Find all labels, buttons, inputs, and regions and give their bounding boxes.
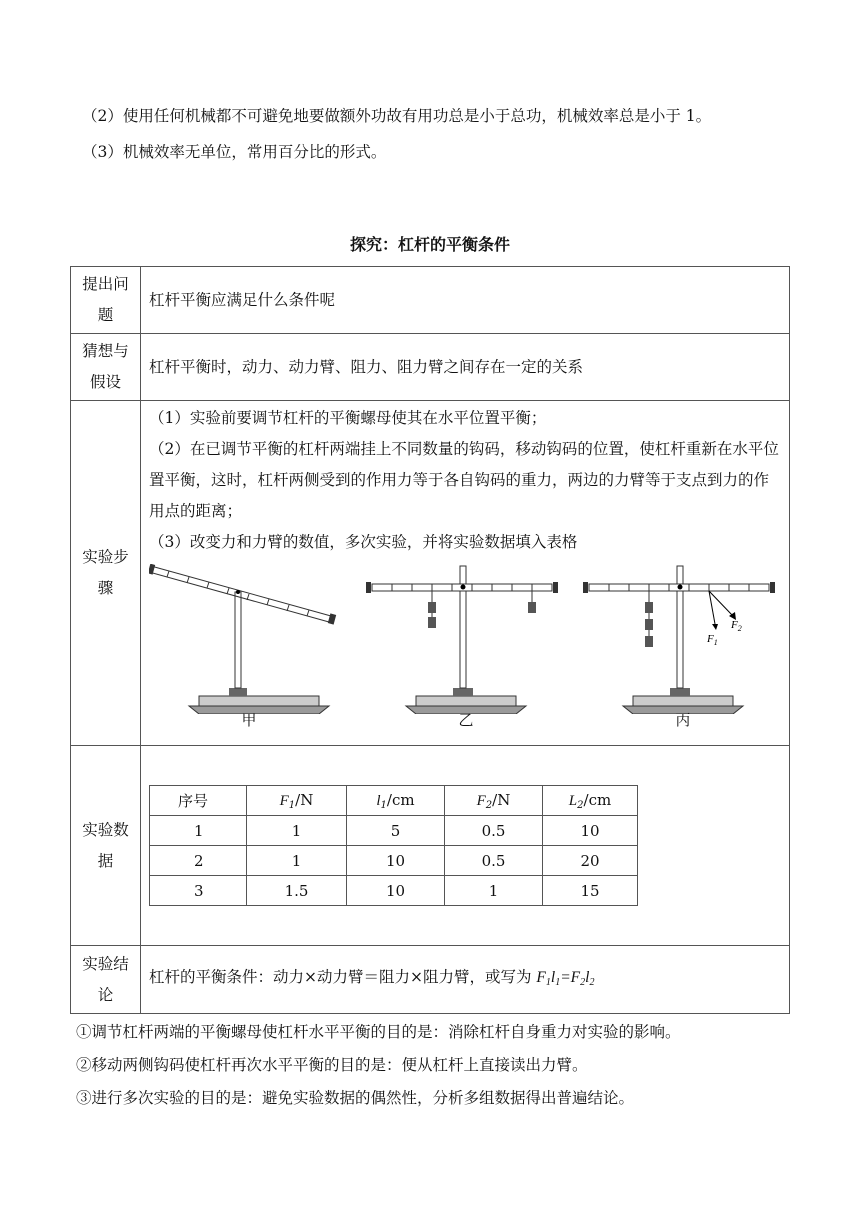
caption-bing: 丙 [675,711,691,729]
data-header-1-unit: /N [295,790,314,809]
caption-yi: 乙 [458,711,474,729]
data-header-2-sub: 1 [380,799,387,811]
lever-forces-illustration [583,564,783,714]
table-cell: 1 [247,846,347,876]
figure-yi [366,564,566,734]
data-header-2 [347,786,445,816]
data-table-header [150,786,638,816]
caption-jia: 甲 [241,711,257,729]
data-header-4-unit: /cm [583,790,612,809]
question-text: 杠杆平衡应满足什么条件呢 [141,267,790,334]
table-cell: 10 [543,816,638,846]
label-data-line1: 实验数 [82,820,129,839]
label-hypothesis-line1: 猜想与 [82,342,129,360]
note-1: ①调节杠杆两端的平衡螺母使杠杆水平平衡的目的是：消除杠杆自身重力对实验的影响。 [76,1023,681,1041]
data-header-4 [543,786,638,816]
data-table-body [150,816,638,906]
label-steps [71,401,141,746]
data-cell [141,746,790,946]
intro-line-2: （2）使用任何机械都不可避免地要做额外功故有用功总是小于总功，机械效率总是小于 1。 [82,107,712,125]
data-header-1-sub: 1 [288,799,296,811]
row-conclusion [71,946,790,1014]
lever-tilted-illustration [149,564,349,714]
formula-d: l [585,968,590,986]
formula-b: l [550,968,556,986]
table-cell: 10 [347,846,445,876]
label-data-line2: 据 [97,851,114,870]
label-question-line1: 提出问 [82,275,129,293]
table-row [150,816,638,846]
table-cell: 2 [150,846,247,876]
label-steps-line1: 实验步 [82,548,129,566]
label-f2: $F_2$ [731,619,742,633]
formula [536,969,594,986]
conclusion-content [141,946,790,1014]
label-steps-line2: 骤 [97,579,114,597]
lever-balanced-illustration [366,564,566,714]
formula-c: F [570,968,581,986]
data-header-3-main: F [476,792,486,809]
step-2: （2）在已调节平衡的杠杆两端挂上不同数量的钩码，移动钩码的位置，使杠杆重新在水平位置平衡，这时，杠杆两侧受到的作用力等于各自钩码的重力，两边的力臂等于支点到力的作用点的距离； [149,440,779,520]
label-data [71,746,141,946]
formula-b-sub: 1 [555,976,561,988]
row-steps [71,401,790,746]
data-header-3 [445,786,543,816]
table-cell: 10 [347,876,445,906]
steps-content [141,401,790,746]
data-header-4-main: L [568,792,578,809]
note-3: ③进行多次实验的目的是：避免实验数据的偶然性，分析多组数据得出普遍结论。 [76,1089,635,1107]
table-cell: 1 [445,876,543,906]
label-hypothesis-line2: 假设 [89,373,121,391]
figure-bing [583,564,783,734]
table-cell: 5 [347,816,445,846]
note-2: ②移动两侧钩码使杠杆再次水平平衡的目的是：便从杠杆上直接读出力臂。 [76,1056,588,1074]
conclusion-text: 杠杆的平衡条件：动力×动力臂＝阻力×阻力臂，或写为 [149,967,537,986]
data-header-4-sub: 2 [577,799,584,811]
row-data [71,746,790,946]
data-header-1 [247,786,347,816]
data-header-2-main: l [376,792,381,809]
section-title: 探究：杠杆的平衡条件 [349,235,510,254]
label-conclusion [71,946,141,1014]
step-3: （3）改变力和力臂的数值，多次实验，并将实验数据填入表格 [149,533,578,551]
formula-a-sub: 1 [545,976,551,988]
table-cell: 1.5 [247,876,347,906]
table-cell: 3 [150,876,247,906]
table-cell: 0.5 [445,846,543,876]
table-row [150,846,638,876]
formula-c-sub: 2 [580,976,586,988]
table-cell: 20 [543,846,638,876]
row-hypothesis [71,334,790,401]
label-question [71,267,141,334]
table-cell: 1 [150,816,247,846]
data-header-2-unit: /cm [386,790,415,809]
formula-eq: = [560,968,571,986]
intro-line-3: （3）机械效率无单位，常用百分比的形式。 [82,143,387,161]
data-table [149,785,638,906]
table-row [150,876,638,906]
table-cell: 0.5 [445,816,543,846]
label-conclusion-line2: 论 [97,985,114,1004]
data-header-0 [150,786,247,816]
figure-row [149,564,783,734]
label-f1: $F_1$ [707,633,718,647]
formula-d-sub: 2 [589,976,595,988]
data-header-1-main: F [279,792,289,809]
figure-jia [149,564,349,734]
step-1: （1）实验前要调节杠杆的平衡螺母使其在水平位置平衡； [149,409,547,427]
table-cell: 1 [247,816,347,846]
label-hypothesis [71,334,141,401]
table-cell: 15 [543,876,638,906]
data-header-0-main: 序号 [178,792,209,810]
data-header-3-unit: /N [492,790,511,809]
data-header-3-sub: 2 [485,799,493,811]
label-conclusion-line1: 实验结 [82,954,129,973]
formula-a: F [536,968,546,986]
hypothesis-text: 杠杆平衡时，动力、动力臂、阻力、阻力臂之间存在一定的关系 [141,334,790,401]
experiment-table [70,266,790,1014]
row-question [71,267,790,334]
label-question-line2: 题 [97,306,114,324]
